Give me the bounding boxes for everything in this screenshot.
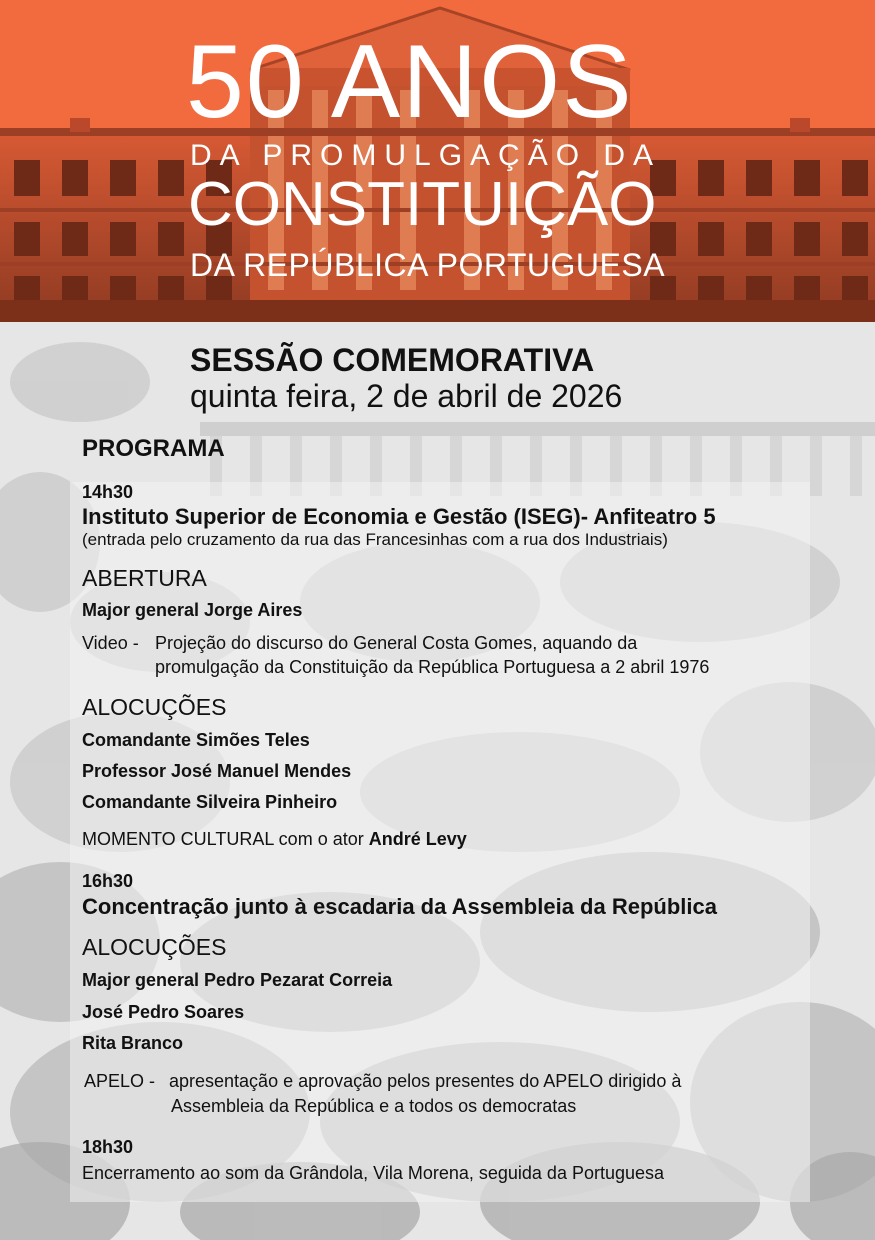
speaker-jose-pedro-soares: José Pedro Soares xyxy=(82,1002,245,1022)
abertura-heading: ABERTURA xyxy=(82,565,207,591)
video-label: Video - xyxy=(82,633,139,653)
alocucoes-heading-2: ALOCUÇÕES xyxy=(82,934,227,960)
session-date: quinta feira, 2 de abril de 2026 xyxy=(190,378,623,414)
speaker-silveira-pinheiro: Comandante Silveira Pinheiro xyxy=(82,792,338,812)
venue-note: (entrada pelo cruzamento da rua das Francesinhas com a rua dos Industriais) xyxy=(82,530,668,549)
apelo-line-1: apresentação e aprovação pelos presentes do APELO dirigido à xyxy=(169,1071,682,1091)
venue-assembleia: Concentração junto à escadaria da Assembleia da República xyxy=(82,894,717,919)
title-50-anos: 50 ANOS xyxy=(186,24,634,140)
title-promulgacao: DA PROMULGAÇÃO DA xyxy=(190,139,662,172)
programa-heading: PROGRAMA xyxy=(82,435,225,462)
title-republica: DA REPÚBLICA PORTUGUESA xyxy=(190,247,666,283)
time-18h30: 18h30 xyxy=(82,1137,134,1157)
cultural-actor: André Levy xyxy=(368,829,467,849)
encerramento-text: Encerramento ao som da Grândola, Vila Morena, seguida da Portuguesa xyxy=(82,1163,665,1183)
venue-iseg: Instituto Superior de Economia e Gestão (ISEG)- Anfiteatro 5 xyxy=(82,504,716,529)
momento-cultural xyxy=(82,829,467,849)
alocucoes-heading-1: ALOCUÇÕES xyxy=(82,694,227,720)
session-title: SESSÃO COMEMORATIVA xyxy=(190,342,595,378)
time-14h30: 14h30 xyxy=(82,482,134,502)
apelo-line-2: Assembleia da República e a todos os democratas xyxy=(171,1096,577,1116)
speaker-rita-branco: Rita Branco xyxy=(82,1033,184,1053)
video-line-1: Projeção do discurso do General Costa Gomes, aquando da xyxy=(155,633,638,653)
title-constituicao: CONSTITUIÇÃO xyxy=(188,170,657,239)
time-16h30: 16h30 xyxy=(82,871,134,891)
speaker-simoes-teles: Comandante Simões Teles xyxy=(82,730,310,750)
cultural-prefix: MOMENTO CULTURAL com o ator xyxy=(82,829,364,849)
speaker-jose-manuel-mendes: Professor José Manuel Mendes xyxy=(82,761,352,781)
speaker-pezarat-correia: Major general Pedro Pezarat Correia xyxy=(82,970,393,990)
video-line-2: promulgação da Constituição da República Portuguesa a 2 abril 1976 xyxy=(155,657,710,677)
abertura-speaker: Major general Jorge Aires xyxy=(82,600,303,620)
apelo-label: APELO - xyxy=(84,1071,156,1091)
